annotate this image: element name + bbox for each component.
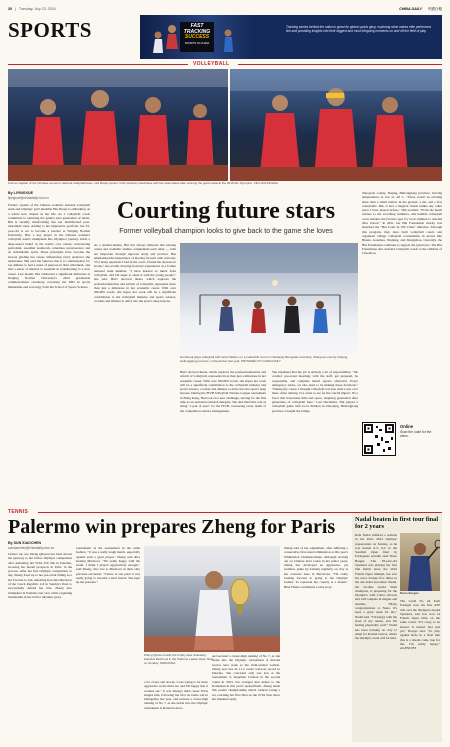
tennis-col2 [76,546,140,742]
page-number: 20 [8,7,12,11]
online-box [362,420,442,460]
qr-code[interactable] [362,422,396,456]
tennis-col3 [144,680,208,742]
volleyball-section-label: VOLLEYBALL [193,61,230,67]
tennis-col3-text: a lot of ups and downs. I was trying to be more aggressive in the third set, and I'm happy that it worked out." It was Zheng's third career WTA singles title, following her first on home soil in Zhengzhou last year, and secured a career-high ranking of No 7, as she heads into the Olympic tournament at Roland Garros. [144,680,208,710]
tennis-col2-text: tournament as the tournament in the same fashion. "It was a really tough match, especially against such a great player," Zheng said after beating Muchova. "I'm really happy with the result. I think I played aggressively enough," said Zheng, who lost to Muchova in their only previous encounter. "I knew at one point it was really going to become a hard match. She kept up the pressure." [76,546,140,585]
sidebar-photo [400,533,440,591]
volleyball-col4-text: She explained that the job is entirely a lot of responsibility. "We conduct pre-event meetings with the staff, get prepared, be responsible, and complete match reports afterward. Every emergency arises, we also need to be making these decisions." "During my career, I thought volleyball was just what I saw over there. After retiring, I've come to see for the crucial impact. It's a favor that transcends time and space, inspiring generation after generation of volleyball fans." Last December, Hui played a volleyball game with local children in Zhaoqing, Heilongjiang province, brought the bridge. [272,370,358,413]
tennis-byline: By SUN XIAOCHEN [8,541,42,545]
sidebar-text2: The world No 44 from Portugal won his first ATP title over the Olympics-bound Spaniard, who has won 14 French Open titles on the same courts. "It's crazy, to be honest. It doesn't feel real yet," Borges said. "To play against Rafa in a final like this is a dream come true for me. I'm really happy." AGENCIES [400,599,440,651]
banner-tag [180,22,214,52]
sidebar-photo-caption: Nuno Borges [400,592,419,595]
tennis-photo [144,546,280,652]
middle-photo [180,243,358,355]
issue-date: Tuesday, July 23, 2024 [18,7,56,11]
top-photo-caption: Former captain of the Chinese women's national volleyball team, Hui Ruoqi (center, both pictures) celebrates with her teammates after winning the gold medal at the 2016 Rio Olympics. XIN HUA/XINHUA [8,182,279,185]
sidebar-text: Rafa Nadal suffered a setback in his Paris 2024 Olympic preparations on Sunday, as he was beaten 6-3, 6-2 in the Swedish Open final by Portuguese seventh seed Nuno Borges. The 38-year-old Spaniard was playing his first title match since the 2022 French Open triumph, but saw his serve broken five times in the one-sided encounter. Nadal, the 22-time Grand Slam champion, is preparing for the Olympics with Carlos Alcaraz and will compete in singles and doubles. "Many congratulations to Nuno. It's been a great week for me," Nadal said. "I'm happy with the level of my tennis, and I'm feeling physically well." Nadal has been training on clay to adapt for Roland Garros, where the Olympic event will be held. [355,533,397,641]
sidebar-text-left [355,533,397,738]
banner-tag-line2: TRACKING [183,28,211,35]
volleyball-byline: By LIYINGXUE [8,191,33,195]
middle-photo-caption: Hui Ruoqi plays volleyball with local children on a makeshift court in Chaoliang Mongolian township, Zhaoyuan county, Daqing, Heilongjiang province, in December last year. PROVIDED TO CHINA DAILY [180,356,348,363]
masthead-top-line: 20 | Tuesday, July 23, 2024 CHINA DAILY 中國日報 [8,7,442,11]
top-photo-right [230,69,442,181]
online-text: Scan the code for the video. [400,430,432,439]
volleyball-headline: Courting future stars [116,198,336,224]
volleyball-col5 [362,191,442,417]
tennis-col5-text: Zheng said of her adjustment, after suffering a consecutive first-round elimination at this year's Wimbledon Championships. Although starting out on Chinese hard courts in her junior years, Zheng has developed an aggressive, yet resilient, game by training regularly on clay at her overseas base in Barcelona. "I'm really looking forward to going to the Olympic Games. To represent my country is a dream." Blue Flame contributed to this story. [284,546,348,589]
tennis-col1 [8,552,72,742]
online-label: Online [400,424,414,429]
section-title: SPORTS [8,18,92,42]
banner-tag-line1: FAST [190,23,204,29]
banner-tag-line3: SUCCESS [184,34,210,40]
volleyball-subheadline: Former volleyball champion looks to give back to the game she loves [119,228,333,235]
tennis-col1-text: China's top ace Zheng Qinwen has been shown the gateway to her fellow Olympic competition after defending her WTA 250 title in Palermo, boosting her medal prospects in Paris, in the process. After her first Olympic competition so day, Zheng lived up to her pre-event billing as a hot favorite to win, defeating Karolina Muchova of the Czech Republic 2-6 in Sunday's final to successfully defend her title. Zheng also triumphed in Palermo last year while regaining momentum in her bid for Olympic glory. [8,552,72,599]
volleyball-col5-text: Zhaoyuan county, Daqing, Heilongjiang province, braving temperatures as low as -20 C. "There wasn't an exciting more than a small hollow in the ground, a net, and a few volleyballs. But, it had a magical charm unlike any other place I have played before," Hui recalled. "From the harsh winters to the scorching summers, this humble volleyball court remains the favorite spot for local children to unwind after school." In 2021, her Hui Foundation charity was launched the "Hui Court in 100 Cities" initiative. Through this program, they have built volleyball courts and organized village volleyball tournaments in places like Hunan, Ganzhou, Xinjiang, and Zhengzhou. Currently, the Hui Foundation continues to support the grassroots. The Hui Foundation also donated volleyball courts to the children of Chaozhou. [362,191,442,256]
volleyball-col1-text: Former captain of the Chinese women's national volleyball team and Olympic gold medalist Hui Ruoqi is embarking on a whole new chapter in her life. As a volleyball coach committed to nurturing the game's next generation of talent, Hui is steadily transforming into her multifaceted post-retirement roles. Adding to her impressive portfolio, the 33-year-old is set to become a teacher at Nanjing Normal University. Hui, a key player in the Chinese women's volleyball team's triumphant Rio Olympics journey, holds a deep-seated belief in the team's core values: unwavering patriotism, steadfast teamwork, relentless perseverance and an indomitable spirit. These principles have become the beacon guiding her career, influencing every endeavor she undertakes. Hui said she believes that it is commonplace for top athletes to feel a sense of purpose in their retirement, and that a sense of mission is essential in transitioning to a new career. Last month, Hui celebrated a significant milestone at Nanjing Normal University's 2024 graduation commencement ceremony, receiving her PhD in sports humanities and sociology from the School of Sports Science. [8,203,90,289]
volleyball-col3 [180,370,266,505]
tennis-section-label: TENNIS [8,509,29,515]
banner-tag-line4: SPORTS IN CHINA [184,40,210,45]
top-photo-left [8,69,228,181]
paper-name-cn: 中國日報 [427,7,442,11]
banner-blurb: Tracking stories behind the nation's quest for global sports glory, exploring what makes elite performers tick and providing insights into their biggest and most intriguing moments on and off the field of play. [286,25,432,34]
sidebar-title: Nadal beaten in first tour final for 2 years [355,516,439,531]
volleyball-col2-text: As a student-athlete, Hui has always believed that sharing career and academic studies complement each other — both are important through rigorous study and practice. Hui emphasized the importance of moving forward with curiosity. "For many questions I had in the court, I found the answers in books," she recalls, drawing from her experiences as a former national team member. "I have learned so much from volleyball, and I'm eager to share it with the young people," she said. Hui's doctoral thesis, which explores the professionalization and reform of volleyball, represents more than just a milestone in her academic career. With over 200,000 words, she hopes her work will be a significant contribution to the volleyball industry and sports science, coaches and athletes to delve into the sport's deep lessons. [94,243,176,303]
volleyball-col3-text: Hui's doctoral thesis, which explores the professionalization and reform of volleyball, represents more than just a milestone in her academic career. With over 200,000 words, she hopes her work will be a significant contribution to the volleyball industry and sports science, coaches and athletes to delve into the sport's deep lessons. During the FIVB Volleyball Nations League tournament in Hong Kong, Hui took on a new challenge, serving for the first time as an assistant technical delegate. She described this role as being "a pair of eyes" for the FIVB, overseeing every detail of the competition venue's management. [180,370,266,413]
volleyball-section-rule-left [8,64,188,65]
fast-tracking-banner [140,15,442,59]
tennis-col4 [212,654,280,742]
tennis-photo-caption: Zheng Qinwen holds the trophy after defeating Karolina Muchova in the Palermo Ladies Open final on Sunday. SIPA/ANSA [144,654,213,665]
volleyball-col4 [272,370,358,505]
volleyball-col1 [8,203,90,505]
nadal-sidebar [352,513,442,742]
tennis-byline-email: sunxiaochen@chinadaily.com.cn [8,546,55,550]
tennis-col4-text: and secured a career-high ranking of No 7, as she heads into the Olympic tournament at Roland Garros next week as the sixth-seeded woman. Zheng now has an 11-2 career win-loss record in Palermo. She conceded only one loss at the tournament to Jaqueline Cristian in the second round in 2023, but avenged that defeat to the Romanian in this year's quarterfinals. Zheng made this week's championship match without losing a set, reaching her first final on the WTA Tour since her maiden trophy. [212,654,280,701]
volleyball-section-rule-right [238,64,442,65]
sidebar-text-right [400,599,440,738]
volleyball-col2 [94,243,176,505]
tennis-headline: Palermo win prepares Zheng for Paris [8,516,336,538]
volleyball-byline-email: liyingxue@chinadaily.com.cn [8,196,49,200]
tennis-col5 [284,546,348,742]
paper-name: CHINA DAILY [399,7,422,11]
